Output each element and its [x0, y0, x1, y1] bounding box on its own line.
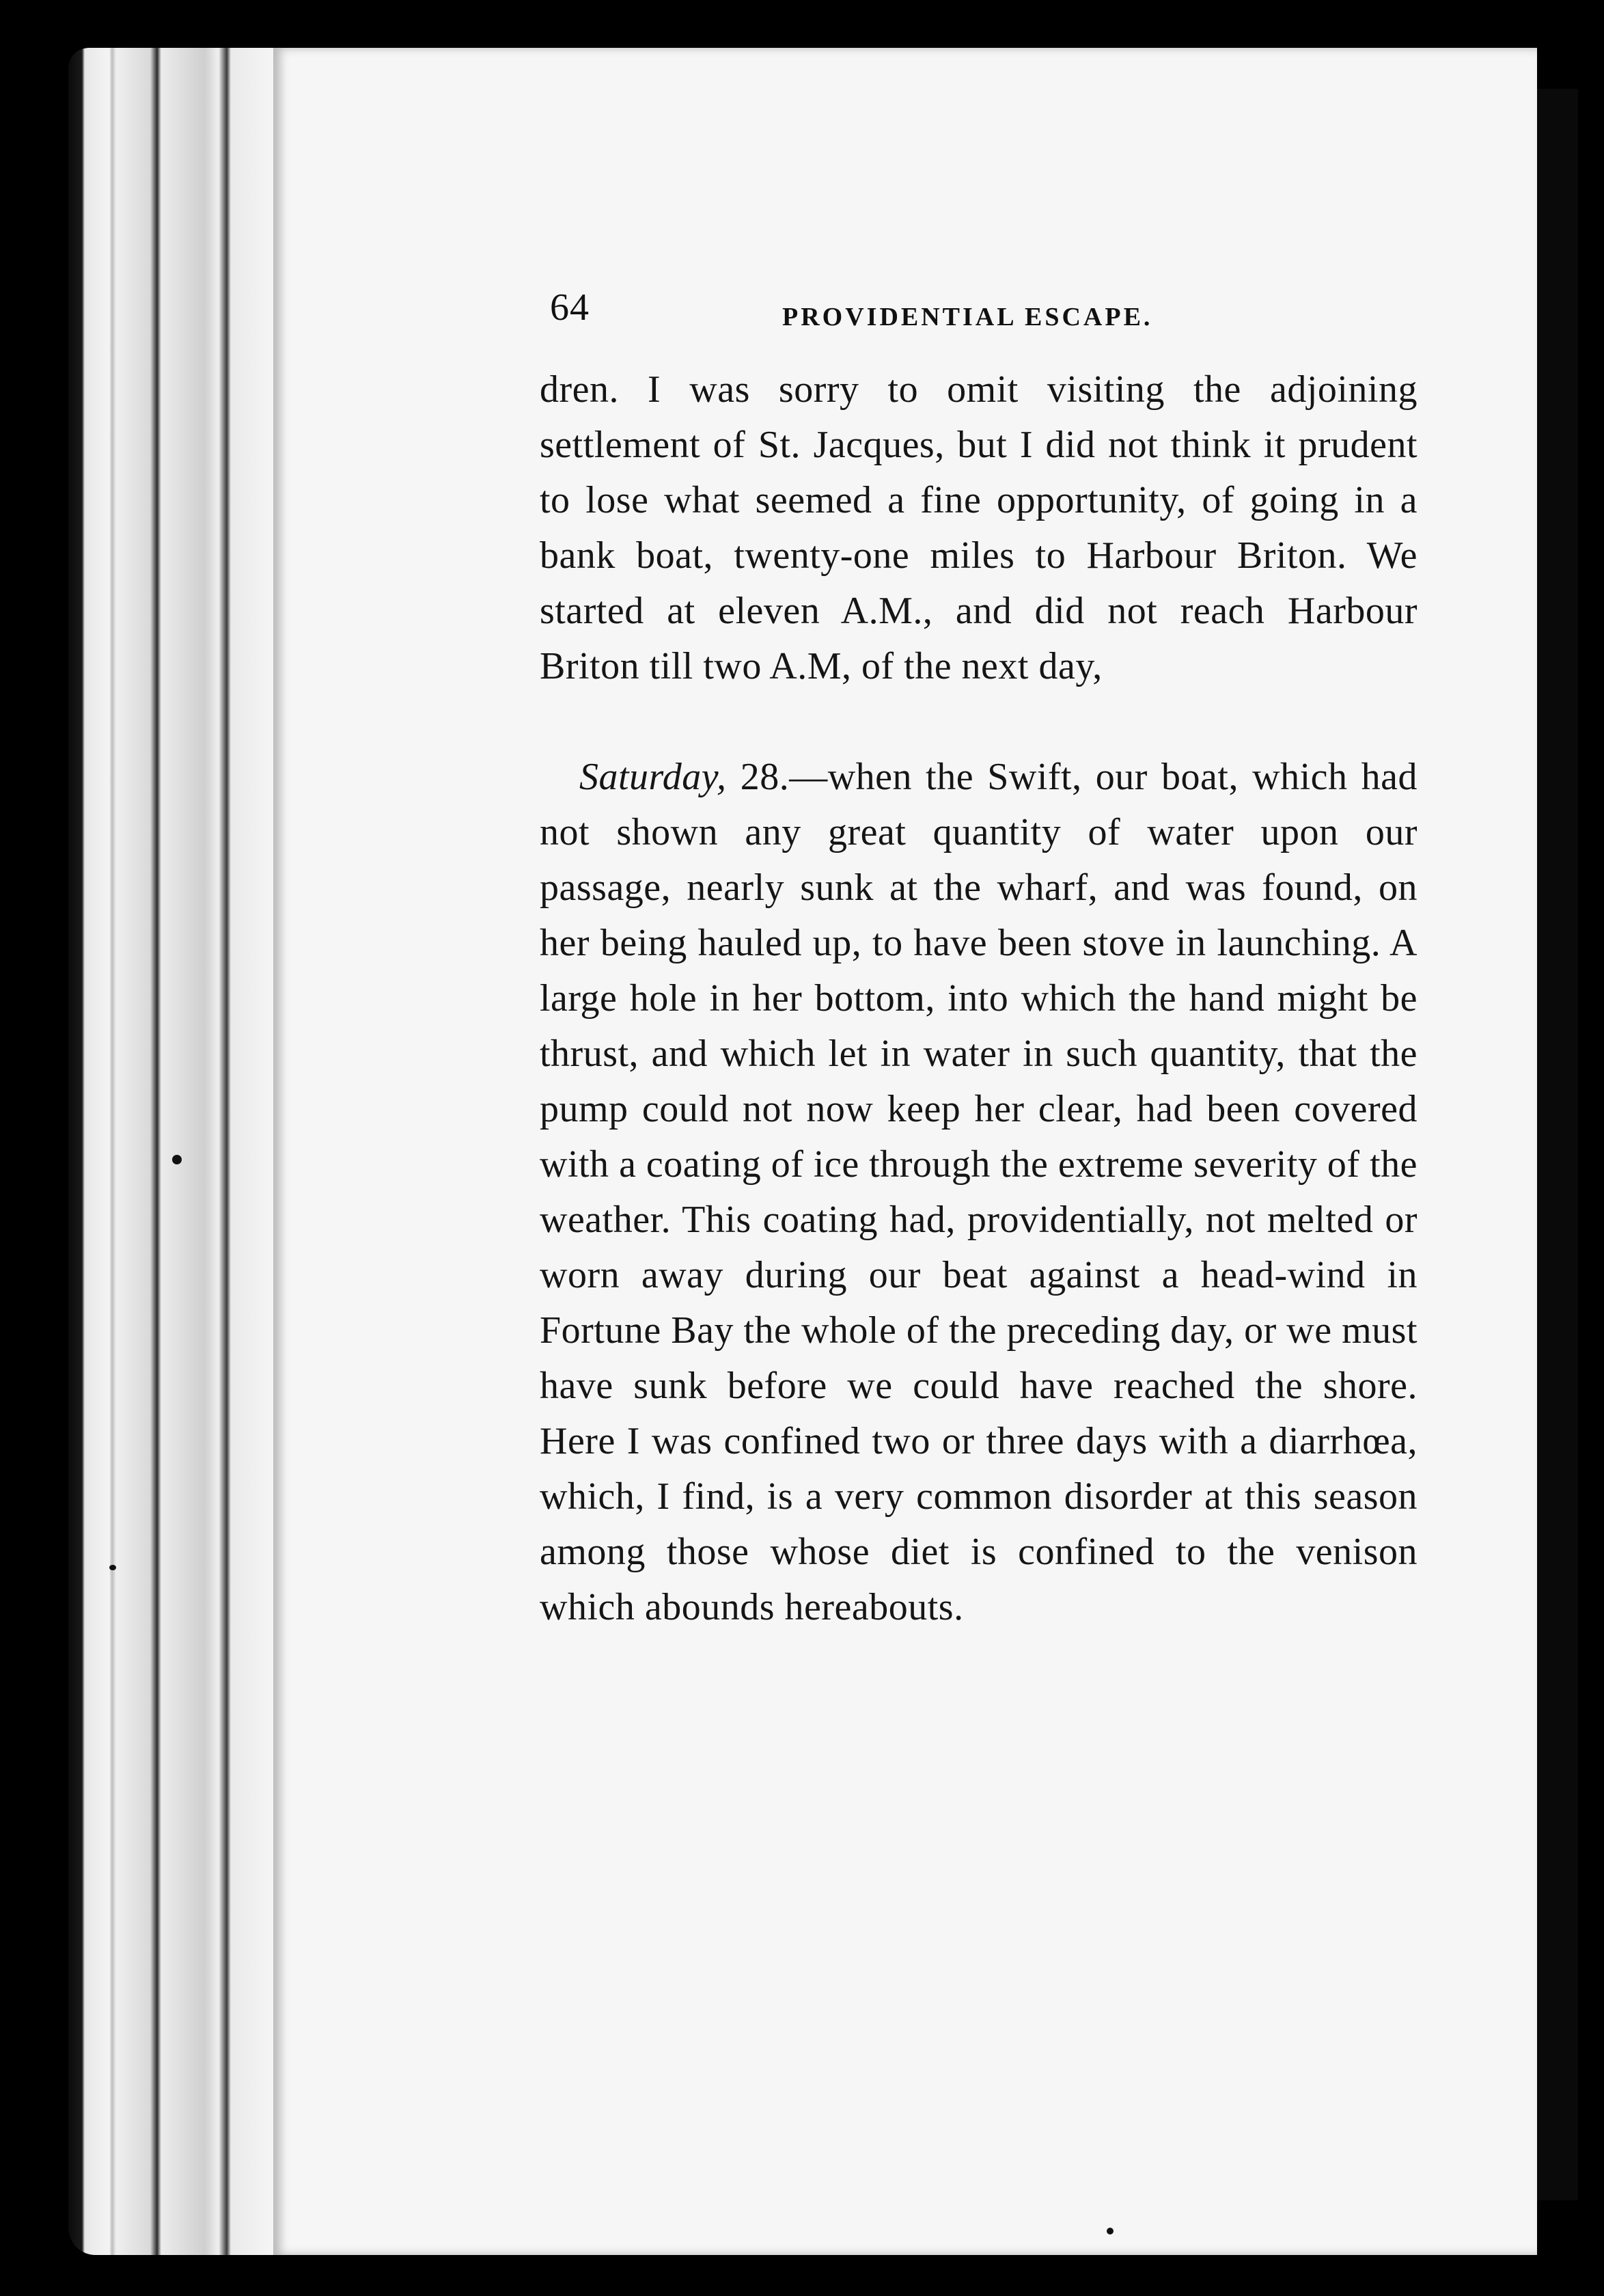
paragraph-continued	[540, 362, 1418, 694]
dust-speck	[1107, 2228, 1114, 2234]
paragraph-text: dren. I was sorry to omit visiting the adjoining settlement of St. Jacques, but I did not think it prudent to lose what seemed a fine opportunity, of going in a bank boat, twenty-one miles to Harbour Briton. We started at eleven A.M., and did not reach Harbour Briton till two A.M, of the next day,	[540, 368, 1418, 687]
body-text	[540, 362, 1418, 1635]
book-page-edges	[68, 48, 294, 2255]
paragraph-text: 28.—when the Swift, our boat, which had not shown any great quantity of water upon our passage, nearly sunk at the wharf, and was found, on her being hauled up, to have been stove in launching. A large hole in her bottom, into which the hand might be thrust, and which let in water in such quantity, that the pump could not now keep her clear, had been covered with a coating of ice through the extreme severity of the weather. This coating had, providentially, not melted or worn away during our beat against a head-wind in Fortune Bay the whole of the preceding day, or we must have sunk before we could have reached the shore. Here I was confined two or three days with a diarrhœa, which, I find, is a very common disorder at this season among those whose diet is confined to the venison which abounds hereabouts.	[540, 756, 1418, 1628]
dust-speck	[172, 1155, 182, 1164]
page-number: 64	[550, 286, 590, 329]
paragraph-saturday	[540, 750, 1418, 1635]
dust-speck	[109, 1565, 116, 1570]
running-title: PROVIDENTIAL ESCAPE.	[782, 303, 1153, 331]
paragraph-lead: Saturday,	[579, 756, 727, 798]
right-binding-shadow	[1537, 89, 1578, 2200]
page-header	[550, 280, 1438, 342]
